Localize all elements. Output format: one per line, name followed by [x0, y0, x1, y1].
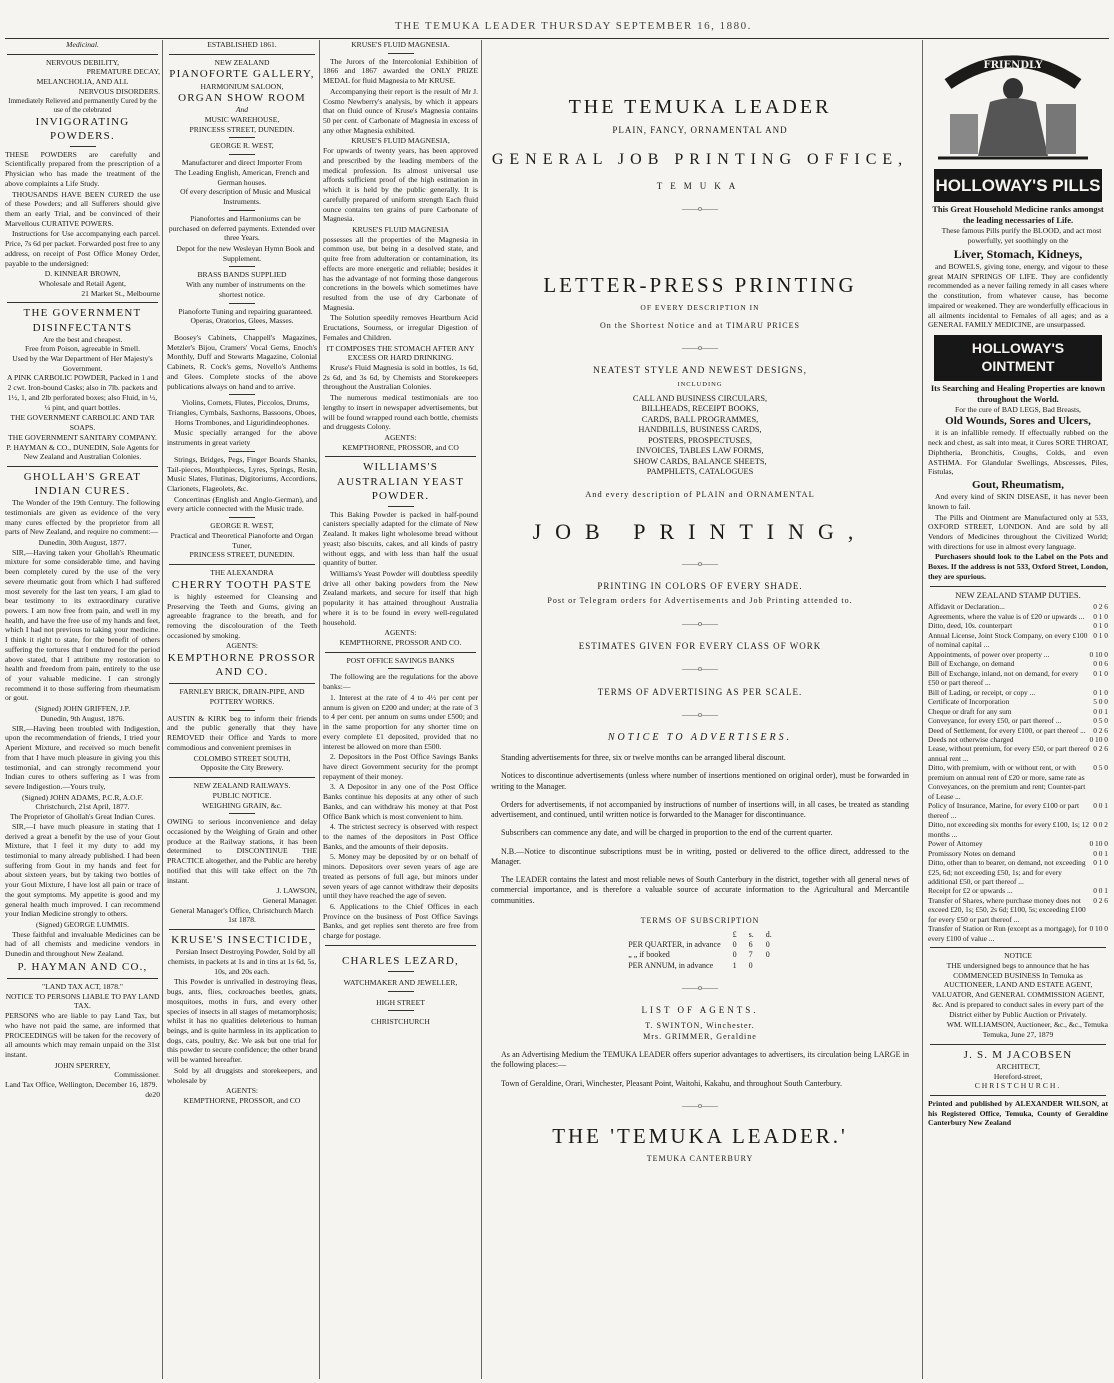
printing-list [485, 394, 915, 478]
ad-text: The numerous medical testimonials are too lengthy to insert in newspaper advertisements, but will be found wrapped round each bottle, chemists and druggests Colony. [323, 393, 478, 432]
ad-address: COLOMBO STREET SOUTH, [193, 753, 291, 763]
ad-text: And every kind of SKIN DISEASE, it has never been known to fail. [928, 492, 1108, 511]
ad-ghollahs-cures [5, 470, 160, 974]
stamp-item: Annual License, Joint Stock Company, on every £100 of nominal capital ... [928, 630, 1088, 650]
table-row [928, 839, 1108, 848]
stamp-item: Transfer of Station or Run (except as a mortgage), for every £100 of value ... [928, 924, 1087, 943]
masthead-title: THE TEMUKA LEADER THURSDAY SEPTEMBER 16, 1880. [395, 20, 752, 32]
ad-cherry-tooth-paste [167, 568, 317, 679]
list-item: SHOW CARDS, BALANCE SHEETS, [633, 456, 767, 466]
ad-signature: KEMPTHORNE, PROSSOR, and CO [183, 1096, 301, 1105]
ad-text: The Wonder of the 19th Century. The following testimonials are given as evidence of the very many cures effected by the proprietor from all parts of New Zealand, and require no comment:— [5, 498, 160, 537]
ad-text: Kruse's Fluid Magnesia is sold in bottles, 1s 6d, 2s 6d, and 3s 6d, by Chemists and Storekeepers throughout the Australian Colonies. [323, 363, 478, 392]
svg-text:FRIENDLY: FRIENDLY [983, 60, 1043, 71]
stamp-rate: 0 10 0 [1089, 734, 1108, 744]
ad-text: A PINK CARBOLIC POWDER, Packed in 1 and 2 cwt. Iron-bound Casks; also in 7lb. packets and 1½, 1, and 2lb perforated boxes; also Fluid, in ½, ¼ pint, and quart bottles. [6, 373, 159, 412]
ad-text: With any number of instruments on the shortest notice. [185, 280, 306, 299]
ad-text: Used by the War Department of Her Majesty's Government. [12, 354, 153, 373]
stamp-rate: 0 10 0 [1089, 839, 1108, 849]
office-subtitle: GENERAL JOB PRINTING OFFICE, [491, 151, 909, 169]
ad-heading: Liver, Stomach, Kidneys, [953, 246, 1083, 261]
notice-text: Subscribers can commence any date, and will be charged in proportion to the end of the current quarter. [501, 828, 833, 838]
ad-text: Violins, Cornets, Flutes, Piccolos, Drums, Triangles, Cymbals, Saxhorns, Bassoons, Oboes, Horns Trombones, and Liguridindeophones. [167, 398, 317, 427]
ad-agent-label: AGENTS: [384, 433, 417, 443]
ad-text: SIR,—I have much pleasure in stating that I derived a great a benefit by the use of your Gout Mixture, that I feel it my duty to add my testimonial to many already published. I had been suffering from Gout in my hands and feet for about sixteen years, but by taking two bottles of your Gout Mixture, I have lost all pain or trace of the gout symptoms. My appetite is good and my general health much improved. I can recommend your Indian Medicine strongly to others. [5, 821, 160, 919]
ad-proprietor: GEORGE R. WEST, [210, 141, 274, 151]
stamp-rate: 0 2 6 [1093, 602, 1108, 612]
ad-text: The Leading English, American, French and German houses. [174, 167, 310, 187]
list-item: 4. The strictest secrecy is observed with respect to the names of the depositors in Post Office Banks, and the amounts of their deposits. [323, 822, 478, 851]
list-item: 6. Applications to the Chief Offices in each Province on the business of Post Office Savings Banks, and get replies sent thereto are free from charge for postage. [323, 902, 478, 941]
list-item: POSTERS, PROSPECTUSES, [647, 435, 753, 445]
ad-date: Christchurch, 21st April, 1877. [35, 802, 130, 812]
ad-subheading: Its Searching and Healing Properties are known throughout the World. [930, 382, 1106, 404]
notice-text: As an Advertising Medium the TEMUKA LEADER offers superior advantages to advertisers, its circulation being LARGE in the following places:— [491, 1050, 909, 1070]
list-item: 1. Interest at the rate of 4 to 4½ per cent per annum is given on £200 and under; at the rate of 3 to 4 per cent. per annum on sums under £500; and in the same proportion for any shorter time on every complete £1 deposited, provided that no interest be allowed on more than £500. [323, 692, 478, 751]
ad-text: Concertinas (English and Anglo-German), and every article connected with the Music trade. [167, 494, 317, 514]
ad-text: CHRISTCHURCH [371, 1017, 430, 1027]
office-subtitle: PLAIN, FANCY, ORNAMENTAL AND [612, 124, 788, 135]
ad-text: Purchasers should look to the Label on the Pots and Boxes. If the address is not 533, Oxford Street, London, they are spurious. [928, 552, 1108, 581]
notice-date: Temuka, June 27, 1879 [982, 1030, 1054, 1040]
stamp-rate: 0 0 1 [1093, 706, 1108, 716]
ad-invigorating-powders [5, 58, 160, 299]
column-divider [319, 40, 320, 1379]
ad-government-disinfectants [5, 306, 160, 462]
ad-text: THOUSANDS HAVE BEEN CURED the use of these Powders; and all Sufferers should give them an early Trial, and be convinced of their Marvellous CURATIVE POWERS. [5, 189, 160, 228]
office-text: ESTIMATES GIVEN FOR EVERY CLASS OF WORK [578, 640, 822, 651]
stamp-duties-table [928, 602, 1108, 943]
stamp-rate: 0 0 1 [1093, 848, 1108, 858]
ad-heading: J. S. M JACOBSEN [963, 1048, 1073, 1061]
notice-date: Land Tax Office, Wellington, December 16, 1879. [5, 1080, 158, 1090]
stamp-rate: 0 2 6 [1093, 895, 1108, 905]
agent-name: T. SWINTON, Winchester. [645, 1020, 755, 1030]
ad-heading: NERVOUS DEBILITY, [45, 57, 120, 67]
ad-text: Strings, Bridges, Pegs, Finger Boards Shanks, Tail-pieces, Mouthpieces, Lyres, Springs, Resin, Music Slates, Flutinas, Digitoriums, Accordions, Clarionets, Flageolets, &c. [167, 454, 317, 494]
notice-text: OWING to serious inconvenience and delay occasioned by the Weighing of Grain and other produce at the Railway stations, it has been determined to DISCONTINUE THE PRACTICE altogether, and the Public are hereby notified that this will take effect on the 7th instant. [167, 817, 317, 885]
table-row [928, 924, 1108, 943]
stamp-item: Deeds not otherwise charged [928, 734, 1014, 744]
column-printing-office: THE TEMUKA LEADER PLAIN, FANCY, ORNAMENTAL AND GENERAL JOB PRINTING OFFICE, TEMUKA ——o—— LETTER-PRESS PRINTING OF EVERY DESCRIPTION IN On the Shortest Notice and at TIMARU PRICES ——o—— NEATEST STYLE AND NEWEST DESIGNS, INCLUDING CALL AND BUSINESS CIRCULARS, BILLHEADS, RECEIPT BOOKS, CARDS, BALL PROGRAMMES, HANDBILLS, BUSINESS CARDS, POSTERS, PROSPECTUSES, INVOICES, TABLES LAW FORMS, SHOW CARDS, BALANCE SHEETS, PAMPHLETS, CATALOGUES And every description of PLAIN and ORNAMENTAL JOB PRINTING, ——o—— PRINTING IN COLORS OF EVERY SHADE. Post or Telegram orders for Advertisements and Job Printing attended to. ——o—— ESTIMATES GIVEN FOR EVERY CLASS OF WORK ——o—— TERMS OF ADVERTISING AS PER SCALE. ——o—— NOTICE TO ADVERTISERS. Standing advertisements for three, six or twelve months can be arranged liberal discount. Notices to discontinue advertisements (unless where number of insertions mentioned on original order), must be forwarded in writing to the Manager. Orders for advertisements, if not accompanied by instructions of number of insertions will, in all cases, be treated as standing advertisement, and continued, until written notice is forwarded to the Manager for discontinuance. Subscribers can commence any date, and will be charged in proportion to the end of the current quarter. N.B.—Notice to discontinue subscriptions must be in writing, posted or delivered to the office direct, addressed to the Manager. The LEADER contains the latest and most reliable news of South Canterbury in the district, together with all general news of commercial importance, and is therefore a valuable source of accurate information to the Agricultural and Mercantile communities. TERMS OF SUBSCRIPTION £ s. d. PER QUARTER, in advance 0 6 0 „ „ if booked 0 7 0 PER ANNUM, in advance 1 0 ——o—— LIST OF AGENTS. T. SWINTON, Winchester. Mrs. GRIMMER, Geraldine As an Advertising Medium the TEMUKA LEADER offers superior advantages to advertisers, its circulation being LARGE in the following places:— Town of Geraldine, Orari, Winchester, Pleasant Point, Waitohi, Kakahu, and throughout South Canterbury. ——o—— THE 'TEMUKA LEADER.' TEMUKA CANTERBURY [485, 40, 915, 1378]
ad-text: Of every description of Music and Musical Instruments. [180, 187, 311, 207]
table-row [928, 659, 1108, 668]
table-row [928, 716, 1108, 725]
stamp-item: Bill of Exchange, inland, not on demand, for every £50 or part thereof ... [928, 668, 1079, 688]
stamp-item: Ditto, with premium, with or without rent, or with premium on annual rent of £20 or more, same rate as Conveyances, on the premium and rent; Counter-part of Lease ... [928, 763, 1086, 801]
ad-text: Music specially arranged for the above instruments in great variety [167, 428, 317, 448]
stamp-item: Deed of Settlement, for every £100, or part thereof ... [928, 725, 1086, 735]
ad-signature: 21 Market St., Melbourne [81, 288, 160, 298]
stamp-item: Conveyance, for every £50, or part thereof ... [928, 716, 1062, 726]
stamp-item: Certificate of Incorporation [928, 697, 1010, 707]
table-row: PER ANNUM, in advance 1 0 [628, 960, 753, 970]
ad-signature: P. HAYMAN & CO., DUNEDIN, Sole Agents for New Zealand and Australian Colonies. [6, 442, 159, 462]
agents-heading: LIST OF AGENTS. [641, 1005, 759, 1016]
ad-heading: THE GOVERNMENT SANITARY COMPANY. [8, 432, 157, 442]
ad-signature: GEORGE R. WEST, [210, 521, 274, 531]
stamp-rate: 0 2 6 [1093, 744, 1108, 754]
ad-signature: (Signed) JOHN GRIFFEN, J.P. [35, 704, 130, 714]
ad-text: Boosey's Cabinets, Chappell's Magazines, Metzler's Bijou, Cramers' Vocal Gems, Enoch's Monthly, Duff and Stewarts Magazine, Colonial Cabinets, R. Cock's gems, Novello's Anthems and Glees. Complete stocks of the above publications always on hand and to arrive. [167, 332, 317, 391]
ad-farnley-brick [167, 687, 317, 773]
imprint: Printed and published by ALEXANDER WILSON, at his Registered Office, Temuka, County of Geraldine Canterbury New Zealand [928, 1099, 1108, 1128]
ad-text: For the cure of BAD LEGS, Bad Breasts, [955, 404, 1081, 414]
ad-text: Sold by all druggists and storekeepers, and wholesale by [167, 1065, 317, 1085]
ad-agent-label: AGENTS: [225, 641, 259, 651]
ad-heading: PIANOFORTE GALLERY, [169, 68, 315, 81]
ad-text: possesses all the properties of the Magnesia in common use, but being in a desolved state, and quite free from adulteration or contamination, its effects are more energetic and reliable; besides it has the advantage of not forming those dangerous concretions in the bowels which sometimes have resulted from the use of dry Carbonate of Magnesia. [323, 234, 478, 312]
notice-date: General Manager's Office, Christchurch March 1st 1878. [170, 905, 314, 925]
table-row: £ s. d. [732, 929, 772, 939]
ad-heading: MELANCHOLIA, AND ALL [36, 77, 129, 87]
notice-heading: NOTICE TO ADVERTISERS. [607, 732, 793, 744]
ad-heading: GHOLLAH'S GREAT INDIAN CURES. [23, 470, 142, 498]
ad-text: AUSTIN & KIRK beg to inform their friends and the public generally that they have REMOVED their Office and Yards to more commodious and convenient premises in [167, 713, 317, 752]
ad-agent-label: AGENTS: [225, 1086, 259, 1096]
ad-signature: KEMPTHORNE, PROSSOR AND CO. [339, 638, 462, 648]
ad-text: WATCHMAKER AND JEWELLER, [343, 977, 458, 987]
list-item: CALL AND BUSINESS CIRCULARS, [632, 393, 768, 403]
ad-kruses-insecticide [167, 933, 317, 1106]
ad-signature: KEMPTHORNE, PROSSOR, and CO [342, 442, 459, 452]
office-heading: NEATEST STYLE AND NEWEST DESIGNS, [593, 366, 807, 377]
table-row: „ „ if booked 0 7 0 [628, 950, 770, 960]
list-item: BILLHEADS, RECEIPT BOOKS, [641, 404, 759, 414]
ad-heading: NERVOUS DISORDERS. [78, 86, 160, 96]
ad-text: it is an infallible remedy. If effectually rubbed on the neck and chest, as salt into meat, it Cures SORE THROAT, Diphtheria, Bronchitis, Coughs, Colds, and even ASTHMA. For Glandular Swellings, Abscesses, Piles, Fistulas, [928, 428, 1108, 477]
ad-subheading: This Great Household Medicine ranks amongst the leading necessaries of Life. [932, 204, 1104, 226]
ad-heading: FARNLEY BRICK, DRAIN-PIPE, AND POTTERY WORKS. [179, 687, 305, 707]
table-row [928, 858, 1108, 886]
stamp-rate: 0 1 0 [1093, 687, 1108, 697]
ad-text: SIR,—Having taken your Ghollah's Rheumatic mixture for some considerable time, and having been completely cured by the use of the very severe rheumatic gout from which I had suffered most severely for the last ten years, I am glad to bear testimony to its extraordinary curative powers. I am now free from pain, and well in my health, and have the free use of my hands and feet, which I had not previous to taking your medicine. I think it right to state, for the benefit of others suffering the tortures that I endured for the period above stated, that I attribute my restoration to health and freedom from pain, entirely to the use of your valuable medicine. I can strongly recommend it to those suffering from rheumatism or gout. [5, 547, 160, 703]
ad-date: Dunedin, 9th August, 1876. [40, 713, 125, 723]
notice-heading: NOTICE [1004, 951, 1032, 961]
list-item: CARDS, BALL PROGRAMMES, [641, 414, 759, 424]
table-row [928, 820, 1108, 839]
ad-text: is highly esteemed for Cleansing and Preserving the Teeth and Gums, giving an agreeable fragrance to the breath, and for removing the discolouration of the Teeth occasioned by smoking. [167, 591, 317, 640]
ad-heading: CHARLES LEZARD, [342, 954, 459, 967]
table-row: PER QUARTER, in advance 0 6 0 [628, 940, 770, 950]
ad-signature: PRINCESS STREET, DUNEDIN. [189, 550, 295, 560]
ad-heading: Gout, Rheumatism, [972, 479, 1064, 491]
stamp-rate: 0 1 0 [1093, 668, 1108, 678]
ad-text: The Pills and Ointment are Manufactured only at 533, OXFORD STREET, LONDON. And are sold by all Vendors of Medicines throughout the Civilized World; with directions for use in almost every language. [928, 512, 1108, 551]
column-five [928, 40, 1108, 1378]
ad-heading: KRUSE'S INSECTICIDE, [171, 934, 313, 947]
ad-signature: P. HAYMAN AND CO., [17, 960, 148, 973]
table-row [928, 726, 1108, 735]
ad-charles-lezard [323, 954, 478, 1027]
ad-text: Pianofortes and Harmoniums can be purchased on deferred payments. Extended over three Years. [168, 213, 316, 243]
ad-signature: Wholesale and Retail Agent, [39, 279, 126, 288]
list-item: 2. Depositors in the Post Office Savings Banks have direct Government security for the prompt repayment of their money. [323, 752, 478, 781]
stamp-rate: 0 1 0 [1093, 621, 1108, 631]
table-row [928, 849, 1108, 858]
ad-heading: HARMONIUM SALOON, [200, 81, 284, 91]
ad-subheading: KRUSE'S FLUID MAGNESIA, [351, 136, 450, 146]
notice-signature: WM. WILLIAMSON, Auctioneer, &c., &c., Temuka [946, 1020, 1108, 1030]
stamp-item: Ditto, deed, 10s. counterpart [928, 621, 1013, 631]
stamp-item: Promissory Notes on demand [928, 848, 1016, 858]
subscription-heading: TERMS OF SUBSCRIPTION [640, 915, 760, 925]
ad-heading: THE ALEXANDRA [210, 568, 274, 578]
notice-code: de20 [145, 1089, 160, 1099]
ad-date: Dunedin, 30th August, 1877. [38, 537, 127, 547]
stamp-item: Bill of Exchange, on demand [928, 659, 1015, 669]
stamp-item: Lease, without premium, for every £50, or part thereof annual rent ... [928, 744, 1090, 763]
notice-text: Notices to discontinue advertisements (unless where number of insertions mentioned on original order), must be forwarded in writing to the Manager. [491, 771, 909, 791]
footer-title: THE 'TEMUKA LEADER.' [552, 1124, 848, 1149]
stamp-duties-heading: NEW ZEALAND STAMP DUTIES. [955, 589, 1081, 600]
ad-address: Opposite the City Brewery. [200, 763, 284, 773]
ad-text: These faithful and invaluable Medicines can be had of all chemists and medicine vendors in Dunedin and throughout New Zealand. [5, 929, 160, 959]
ad-text: SIR,—Having been troubled with Indigestion, upon the recommendation of friends, I tried your Aperient Mixture, and received so much benefit from that I have much pleasure in giving you this testimonial, and can strongly recommend your Indian cures to others suffering as I was from severe Indigestion.—Yours truly, [5, 723, 160, 791]
ad-text: Depot for the new Wesleyan Hymn Book and Supplement. [176, 243, 315, 263]
ad-heading: THE GOVERNMENT DISINFECTANTS [23, 307, 142, 334]
notice-text: The following are the regulations for the above banks:— [323, 672, 478, 692]
table-row [928, 744, 1108, 763]
notice-signature: Commissioner. [114, 1070, 160, 1080]
table-row [928, 896, 1108, 924]
section-heading: Medicinal. [66, 40, 99, 49]
ad-text: This Powder is unrivalled in destroying fleas, bugs, ants, flies, cockroaches beetles, gnats, mosquitoes, moths in furs, and every other species of insects in all stages of metamorphosis; whilst it has no qualities deleterious to human beings, and is quite harmless in its application to dogs, cats, poultry, &c. We ask but one trial for this powder to secure confidence; the other brand will be wanted hereafter. [167, 977, 317, 1065]
list-item: INVOICES, TABLES LAW FORMS, [636, 446, 764, 456]
ad-agent-label: AGENTS: [384, 628, 417, 638]
ad-heading: PRINCESS STREET, DUNEDIN. [189, 124, 295, 134]
ad-text: Hereford-street, [993, 1071, 1043, 1081]
stamp-rate: 0 0 6 [1093, 659, 1108, 669]
table-row [928, 763, 1108, 801]
stamp-item: Appointments, of power over property ... [928, 649, 1050, 659]
masthead-rule [5, 38, 1109, 39]
ad-heading: NEW ZEALAND [214, 57, 270, 67]
notice-text: N.B.—Notice to discontinue subscriptions must be in writing, posted or delivered to the office direct, addressed to the Manager. [491, 846, 909, 866]
ad-subheading: KRUSE'S FLUID MAGNESIA [352, 224, 449, 234]
stamp-item: Affidavit or Declaration... [928, 602, 1005, 612]
office-text: TERMS OF ADVERTISING AS PER SCALE. [597, 686, 803, 697]
notice-text: Orders for advertisements, if not accompanied by instructions of number of insertions will, in all cases, be treated as standing advertisement, and continued, until written notice is forwarded to the Manager for discontinuance. [491, 799, 909, 820]
notice-heading: NEW ZEALAND RAILWAYS. [193, 781, 291, 791]
ad-text: Instructions for Use accompanying each parcel. Price, 7s 6d per packet. Forwarded post free to any address, on receipt of Post Office Money Order, payable to the undersigned: [5, 229, 160, 268]
ad-signature: (Signed) GEORGE LUMMIS. [35, 920, 130, 929]
stamp-rate: 0 10 0 [1089, 649, 1108, 659]
ad-text: For upwards of twenty years, has been approved and prescribed by the leading members of the medical profession. Its almost universal use affords sufficient proof of the high estimation in which it is held by the public generally. It is carefully prepared of uniform strength Each fluid ounce contains ten grains of pure Carbonate of Magnesia. [323, 146, 478, 224]
ad-text: The Jurors of the Intercolonial Exhibition of 1866 and 1867 awarded the ONLY PRIZE MEDAL for fluid Magnesia to Mr KRUSE. [323, 56, 478, 86]
office-text: And every description of PLAIN and ORNAMENTAL [585, 489, 815, 499]
ad-product-name: INVIGORATING POWDERS. [35, 115, 130, 142]
ad-text: HIGH STREET [376, 997, 425, 1007]
job-printing-heading: JOB PRINTING, [532, 519, 868, 545]
stamp-item: Agreements, where the value is of £20 or upwards ... [928, 611, 1085, 621]
notice-text: PERSONS who are liable to pay Land Tax, but who have not paid the same, are informed that PROCEEDINGS will be taken for the recovery of all amounts which may remain unpaid on the 31st instant. [5, 1011, 160, 1059]
ad-williams-yeast-powder [323, 460, 478, 647]
ad-text: THESE POWDERS are carefully and Scientifically prepared from the prescription of a Physician who has made the treatment of the above complaints a Life Study. [5, 149, 160, 188]
footer-subtitle: TEMUKA CANTERBURY [646, 1153, 754, 1163]
list-item: PAMPHLETS, CATALOGUES [646, 467, 754, 477]
ad-heading: And [235, 105, 249, 115]
notice-post-office-savings-banks [323, 656, 478, 941]
stamp-rate: 0 5 0 [1093, 716, 1108, 726]
ad-heading: WILLIAMS'S AUSTRALIAN YEAST POWDER. [336, 461, 465, 502]
table-row [928, 801, 1108, 820]
table-row [928, 886, 1108, 895]
list-item: HANDBILLS, BUSINESS CARDS, [638, 425, 762, 435]
table-row [928, 669, 1108, 688]
notice-heading: NOTICE TO PERSONS LIABLE TO PAY LAND TAX. [5, 991, 160, 1011]
ad-text: CHRISTCHURCH. [974, 1081, 1062, 1091]
ad-heading: MUSIC WAREHOUSE, [204, 115, 280, 125]
column-divider [922, 40, 923, 1379]
ad-text: These famous Pills purify the BLOOD, and act most powerfully, yet soothingly on the [941, 226, 1102, 245]
office-text: PRINTING IN COLORS OF EVERY SHADE. [597, 580, 803, 591]
ad-text: This Baking Powder is packed in half-pound canisters specially adapted for the climate of New Zealand. It makes light wholesome bread without yeast; also biscuits, cakes, and all kinds of pastry without eggs, and with less than half the usual quantity of butter. [323, 509, 478, 568]
column-two [167, 40, 317, 1378]
stamp-item: Policy of Insurance, Marine, for every £100 or part thereof ... [928, 801, 1080, 820]
ad-text: and BOWELS, giving tone, energy, and vigour to these great MAIN SPRINGS OF LIFE. They are confidently recommended as a never failing remedy in all cases where the constitution, from whatever cause, has become impaired or weakened. They are wonderfully efficacious in all ailments incidental to Females of all ages; and as a GENERAL FAMILY MEDICINE, are unsurpassed. [928, 262, 1108, 330]
ad-subheading: IT COMPOSES THE STOMACH AFTER ANY EXCESS OR HARD DRINKING. [326, 343, 475, 363]
column-medicinal [5, 40, 160, 1378]
stamp-rate: 0 0 1 [1093, 801, 1108, 811]
table-row [928, 602, 1108, 611]
stamp-rate: 0 0 2 [1093, 820, 1108, 830]
office-title: THE TEMUKA LEADER [568, 96, 832, 118]
table-row [928, 631, 1108, 650]
table-row [928, 697, 1108, 706]
stamp-rate: 0 10 0 [1089, 924, 1108, 934]
ad-established: ESTABLISHED 1861. [207, 40, 277, 49]
ad-text: Persian Insect Destroying Powder, Sold by all chemists, in packets at 1s and in tins at 1s 6d, 5s, 10s, and 20s each. [167, 947, 317, 976]
friendly-emblem-icon [928, 44, 1098, 164]
ad-text: Immediately Relieved and permanently Cured by the use of the celebrated [8, 96, 157, 114]
notice-signature: J. LAWSON, [276, 886, 317, 896]
stamp-item: Ditto, not exceeding six months for every £100, 1s; 12 months ... [928, 820, 1090, 839]
ad-signature: Practical and Theoretical Pianoforte and Organ Tuner, [170, 530, 314, 550]
list-item: 5. Money may be deposited by or on behalf of minors. Depositors over seven years of age are treated as persons of full age, but minors under seven years of age cannot withdraw their deposits until they have reached the age of seven. [323, 852, 478, 901]
ad-heading: CHERRY TOOTH PASTE [171, 578, 313, 591]
office-text: INCLUDING [677, 381, 723, 389]
subscription-table [622, 930, 778, 971]
holloways-pills-banner: HOLLOWAY'S PILLS [934, 169, 1102, 203]
column-three [323, 40, 478, 1378]
ad-text: Free from Poison, agreeable in Smell. [25, 344, 140, 354]
table-row [928, 707, 1108, 716]
letterpress-heading: LETTER-PRESS PRINTING [543, 273, 857, 298]
notice-heading: PUBLIC NOTICE. [212, 790, 272, 800]
ad-text: The Solution speedily removes Heartburn Acid Eructations, Sourness, or irregular Digestion of Females and Children. [323, 313, 478, 342]
notice-signature: JOHN SPERREY, [54, 1060, 111, 1070]
table-row [928, 612, 1108, 621]
agent-name: Mrs. GRIMMER, Geraldine [643, 1031, 757, 1041]
ad-text: Are the best and cheapest. [42, 334, 123, 344]
notice-heading: POST OFFICE SAVINGS BANKS [346, 655, 455, 665]
office-text: Post or Telegram orders for Advertisements and Job Printing attended to. [547, 596, 853, 606]
stamp-rate: 0 1 0 [1093, 630, 1108, 640]
masthead [0, 0, 1114, 34]
stamp-rate: 0 1 0 [1093, 611, 1108, 621]
stamp-item: Transfer of Shares, where purchase money does not exceed £20, 1s; £50, 2s 6d; £100, 5s; exceeding £100 for every £50 or part thereof ... [928, 895, 1086, 924]
stamp-item: Cheque or draft for any sum [928, 706, 1012, 716]
column-divider [481, 40, 482, 1379]
ad-text: Accompanying their report is the result of Mr J. Cosmo Newberry's analysis, by which it appears that on fluid ounce of Kruse's Magnesia contains 50 per cent. of Carbonate of Magnesia in excess of any other Magnesia exhibited. [323, 86, 478, 135]
stamp-item: Ditto, other than to bearer, on demand, not exceeding £25, 6d; not exceeding £50, 1s; and for every additional £50, or part thereof ... [928, 858, 1086, 887]
ad-signature: (Signed) JOHN ADAMS, P.C.R, A.O.F. [21, 792, 144, 802]
table-row [928, 621, 1108, 630]
notice-text: Town of Geraldine, Orari, Winchester, Pleasant Point, Waitohi, Kakahu, and throughout South Canterbury. [501, 1078, 843, 1088]
ad-text: ARCHITECT, [996, 1061, 1040, 1071]
notice-railways [167, 781, 317, 925]
notice-heading: "LAND TAX ACT, 1878." [41, 981, 124, 991]
ad-heading: THE GOVERNMENT CARBOLIC AND TAR SOAPS. [10, 413, 155, 433]
ad-subheading: BRASS BANDS SUPPLIED [197, 270, 287, 280]
office-text: OF EVERY DESCRIPTION IN [640, 303, 760, 313]
ad-text: The Proprietor of Ghollah's Great Indian Cures. [10, 812, 155, 822]
notice-heading: WEIGHING GRAIN, &c. [202, 800, 282, 810]
ad-signature: KEMPTHORNE PROSSOR AND CO. [167, 652, 317, 679]
holloways-ointment-banner: HOLLOWAY'S OINTMENT [934, 335, 1102, 381]
notice-text: The LEADER contains the latest and most reliable news of South Canterbury in the district, together with all general news of commercial importance, and is therefore a valuable source of accurate information to the Agricultural and Mercantile communities. [491, 875, 909, 905]
table-row [928, 688, 1108, 697]
office-text: On the Shortest Notice and at TIMARU PRICES [600, 320, 800, 330]
ad-signature: D. KINNEAR BROWN, [44, 269, 121, 279]
ad-pianoforte-gallery [167, 58, 317, 560]
column-divider [162, 40, 163, 1379]
ad-text: Manufacturer and direct Importer From [181, 158, 303, 168]
office-town: TEMUKA [656, 180, 744, 191]
table-row [928, 735, 1108, 744]
stamp-rate: 0 0 1 [1093, 886, 1108, 896]
ad-text: Williams's Yeast Powder will doubtless speedily drive all other baking powders from the New Zealand markets, and secure for itself that high popularity it has attained throughout Australia where it is to be found in every well-regulated household. [323, 569, 478, 627]
stamp-rate: 0 2 6 [1093, 725, 1108, 735]
stamp-item: Power of Attorney [928, 839, 983, 849]
ad-text: Pianoforte Tuning and repairing guaranteed. Operas, Oratorios, Glees, Masses. [178, 306, 313, 326]
notice-text: THE undersigned begs to announce that he has COMMENCED BUSINESS In Temuka as AUCTIONEER, LAND AND ESTATE AGENT, VALUATOR, And GENERAL COMMISSION AGENT, &c. And is prepared to conduct sales in every part of the District either by Public Auction or Privately. [931, 961, 1105, 1019]
notice-land-tax [5, 982, 160, 1100]
stamp-rate: 5 0 0 [1093, 697, 1108, 707]
ad-kruses-fluid-magnesia [323, 40, 478, 452]
stamp-rate: 0 1 0 [1093, 858, 1108, 868]
stamp-item: Receipt for £2 or upwards ... [928, 886, 1013, 896]
notice-signature: General Manager. [262, 895, 317, 905]
stamp-rate: 0 5 0 [1093, 763, 1108, 773]
ad-heading: ORGAN SHOW ROOM [178, 92, 306, 105]
list-item: 3. A Depositor in any one of the Post Office Banks continue his deposits at any other of such Banks, and can withdraw his money at that Post Office Bank which is most convenient to him. [323, 782, 478, 821]
ad-heading: PREMATURE DECAY, [86, 67, 160, 77]
stamp-item: Bill of Lading, or receipt, or copy ... [928, 687, 1036, 697]
table-row [928, 650, 1108, 659]
ad-heading: Old Wounds, Sores and Ulcers, [945, 415, 1091, 428]
ad-heading: KRUSE'S FLUID MAGNESIA. [351, 40, 450, 49]
notice-text: Standing advertisements for three, six or twelve months can be arranged liberal discount. [501, 753, 786, 763]
